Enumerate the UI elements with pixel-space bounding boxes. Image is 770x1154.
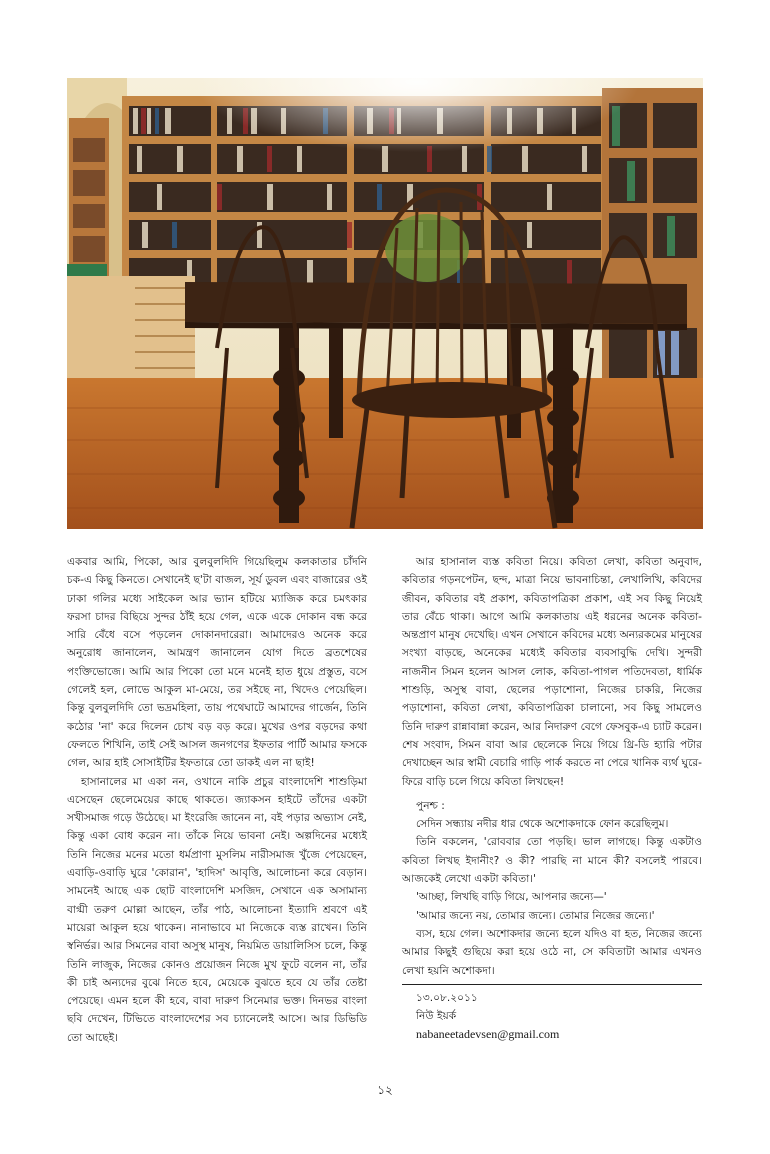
paragraph: ব্যস, হয়ে গেল। অশোকদার জন্যে হলে যদিও বা হত, নিজের জন্যে আমার কিছুই গুছিয়ে করা হয়ে ওঠে না, সে কবিতাটা আমার এখনও লেখা হয়নি অশোকদা। [402,927,702,977]
paragraph: তিনি বকলেন, 'রোববার তো পড়ছি। ভাল লাগছে। কিন্তু একটাও কবিতা লিখছ ইদানীং? ও কী? পারছি না মানে কী? বসলেই পারবে। আজকেই লেখো একটা কবিতা।' [402,836,702,886]
paragraph: একবার আমি, পিকো, আর বুলবুলদিদি গিয়েছিলুম কলকাতার চাঁদনি চক-এ কিছু কিনতে। সেখানেই ছ'টা বাজল, সূর্য ডুবল এবং বাজারের ওই ঢাকা গলির মধ্যে সাইকেল আর ভ্যান হটিয়ে ম্যাজিক করে চমৎকার ফরসা চাদর বিছিয়ে সুন্দর ঠাঁই হয়ে গেল, একে একে দোকান বন্ধ করে সারি বেঁধে বসে পড়লেন দোকানদারেরা। আমাদেরও অনেক করে অনুরোধ জানালেন, আমন্ত্রণ জানালেন যোগ দিতে ব্রতশেষের পংক্তিভোজে। আমি আর পিকো তো মনে মনেই হাত ধুয়ে প্রস্তুত, বসে গেলেই হল, লোভে আকুল মা-মেয়ে, তর সইছে না, খিদেও পেয়েছিল। কিন্তু বুলবুলদিদি তো ভদ্রমহিলা, তায় পথেঘাটে আমাদের গার্জেন, তিনি কঠোর 'না' করে দিলেন চোখ বড় বড় করে। মুখের ওপর বড়দের কথা ফেলতে শিখিনি, তাই সেই আসল জনগণের ইফতার পার্টি আমার ফসকে গেল, আর হাই সোসাইটির ইফতারে তো ডাকই এল না ছাই! [67,556,367,770]
signature-place: নিউ ইয়র্ক [416,1010,457,1023]
paragraph: সেদিন সন্ধ্যায় নদীর ধার থেকে অশোকদাকে ফোন করেছিলুম। [416,818,669,831]
paragraph: 'আমার জন্যে নয়, তোমার জন্যে। তোমার নিজের জন্যে।' [416,909,655,922]
library-photo [67,78,703,529]
paragraph: 'আচ্ছা, লিখছি বাড়ি গিয়ে, আপনার জন্যে—' [416,891,607,904]
left-text-column [67,553,367,1047]
right-text-column [402,553,702,1044]
signature-date: ১৩.০৮.২০১১ [416,991,478,1004]
library-reading-room-photo [67,78,703,529]
signature-block [402,989,702,1044]
signature-email[interactable]: nabaneetadevsen@gmail.com [416,1027,560,1042]
signature-divider [402,984,702,985]
postscript-label: পুনশ্চ : [416,799,445,812]
paragraph: হাসানালের মা একা নন, ওখানে নাকি প্রচুর বাংলাদেশি শাশুড়িমা এসেছেন ছেলেমেয়ের কাছে থাকতে। জ্যাকসন হাইটে তাঁদের একটা সখীসমাজ গড়ে উঠেছে। মা ইংরেজি জানেন না, বই পড়ার অভ্যাস নেই, কিন্তু একা বোধ করেন না। তাঁকে নিয়ে ভাবনা নেই। অল্পদিনের মধ্যেই তিনি নিজের মনের মতো ধর্মপ্রাণা মুসলিম নারীসমাজ খুঁজে পেয়েছেন, এবাড়ি-ওবাড়ি ঘুরে 'কোরান', 'হাদিস' আবৃত্তি, আলোচনা করে বেড়ান। সামনেই আছে এক ছোট বাংলাদেশি মসজিদ, সেখানে এক অসামান্য বাগ্মী তরুণ মোল্লা আছেন, তাঁর পাঠ, আলোচনা ইত্যাদি শ্রবণে এই মায়েরা আকুল হয়ে থাকেন। নানাভাবে মা নিজেকে ব্যস্ত রাখেন। তিনি স্বনির্ভর। আর সিমনের বাবা অসুস্থ মানুষ, নিয়মিত ডায়ালিসিস চলে, কিন্তু তিনি লাজুক, নিজের কোনও প্রয়োজন নিজে মুখ ফুটে বলেন না, তাঁর কী চাই অন্যদের বুঝে নিতে হবে, মেয়েকে বুঝতে হবে যে তাঁর তেষ্টা পেয়েছে। এমন হলে কী হবে, বাবা দারুণ সিনেমার ভক্ত। দিনভর বাংলা ছবি দেখেন, টিভিতে বাংলাদেশের সব চ্যানেলেই আসে। আর ডিভিডি তো আছেই। [67,775,367,1044]
page-number: ১২ [377,1083,393,1097]
paragraph: আর হাসানাল ব্যস্ত কবিতা নিয়ে। কবিতা লেখা, কবিতা অনুবাদ, কবিতার গড়নপেটন, ছন্দ, মাত্রা নিয়ে ভাবনাচিন্তা, লেখালিখি, কবিদের জীবন, কবিতার বই প্রকাশ, কবিতাপত্রিকা প্রকাশ, এই সব কিছু নিয়েই তার বেঁচে থাকা। আগে আমি কলকাতায় এই ধরনের অনেক কবিতা-অন্তপ্রাণ মানুষ দেখেছি। এখন সেখানে কবিদের মধ্যে অন্যরকমের মানুষের সংখ্যা বাড়ছে, অনেকের মধ্যেই কবিতার ব্যবসাবুদ্ধি দেখি। সুন্দরী নাজনীন সিমন হলেন আসল লোক, কবিতা-পাগল পতিদেবতা, ধার্মিক শাশুড়ি, অসুস্থ বাবা, ছেলের পড়াশোনা, নিজের চাকরি, নিজের পড়াশোনা, কবিতা লেখা, কবিতাপত্রিকা চালানো, সব কিছু সামলেও তিনি দারুণ রান্নাবান্না করেন, আর নিদারুণ বেগে ফেসবুক-এ চ্যাট করেন। শেষ সংবাদ, সিমন বাবা আর ছেলেকে নিয়ে গিয়ে থ্রি-ডি হ্যারি পটার দেখাচ্ছেন আর স্বামী বেচারি গাড়ি পার্ক করতে না পেরে খানিক ব্যর্থ ঘুরে-ফিরে বাড়ি চলে গিয়ে কবিতা লিখছেন! [402,556,702,788]
